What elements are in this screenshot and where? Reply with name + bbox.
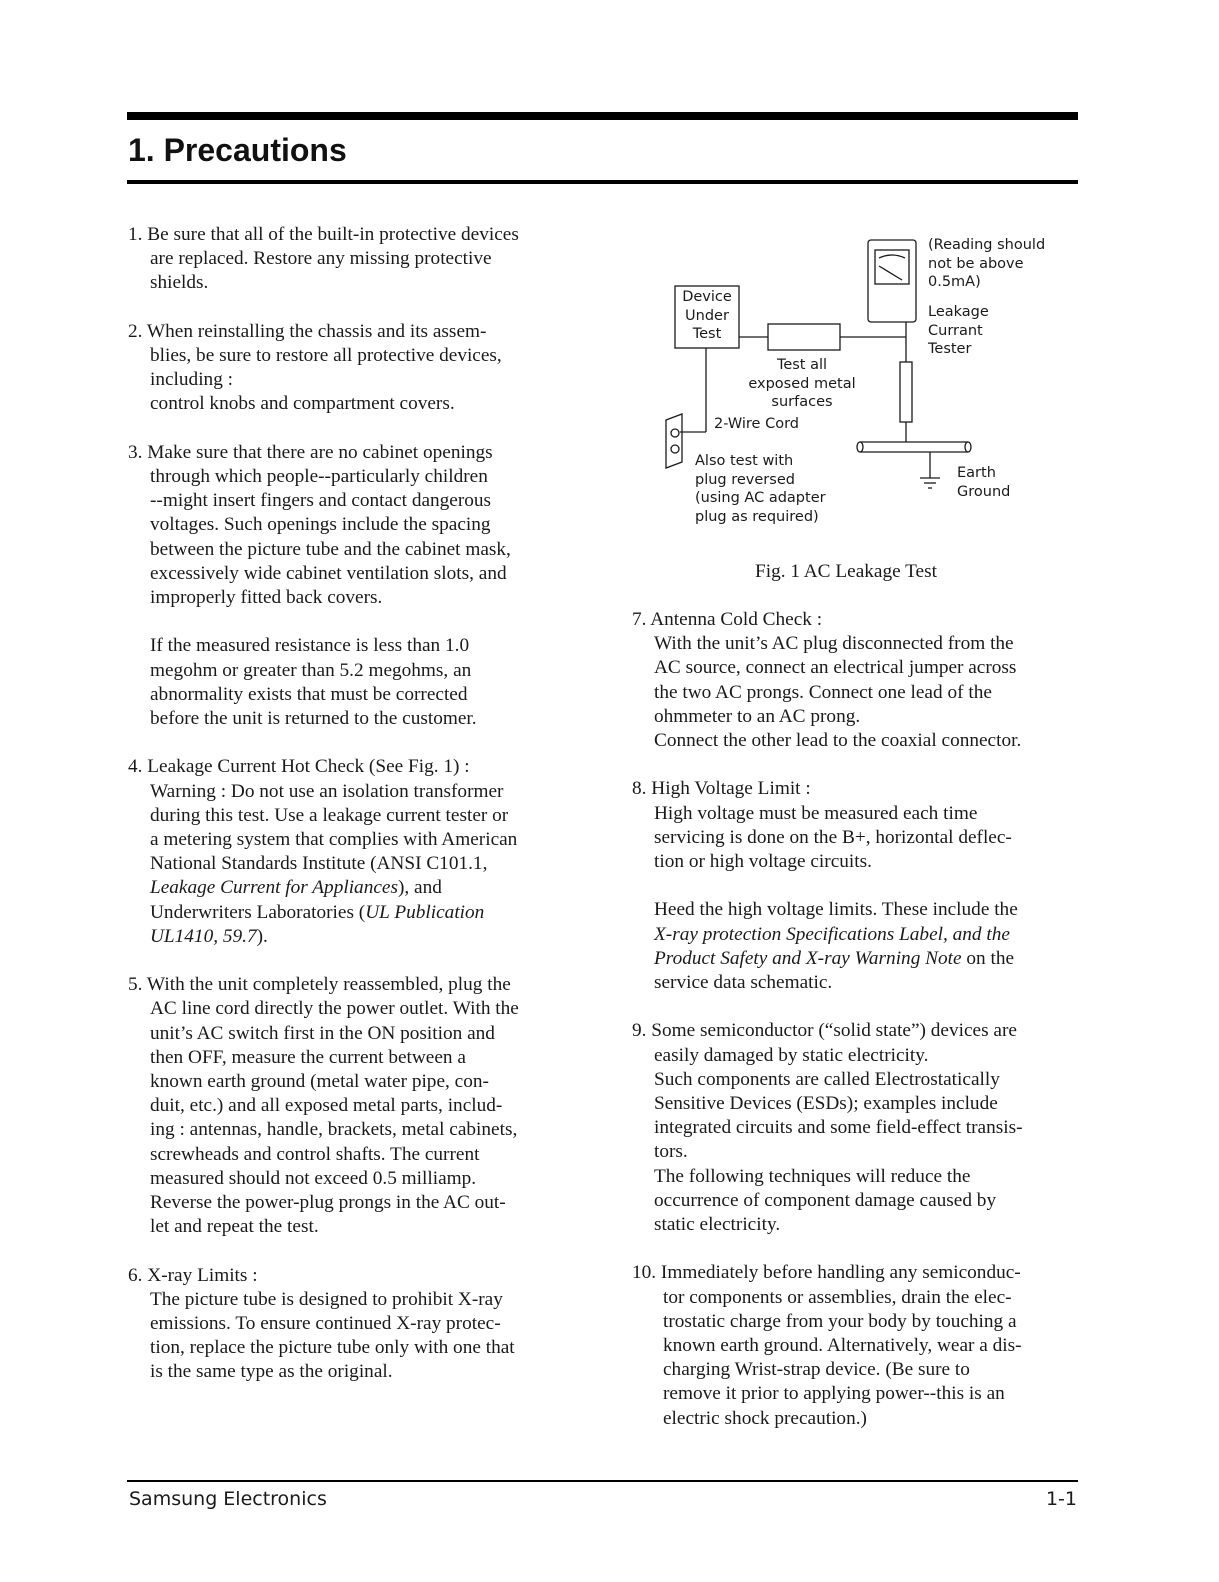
text-line: 5. With the unit completely reassembled, plug the (128, 974, 511, 996)
text-line: through which people--particularly children (150, 466, 488, 487)
outlet-socket-2 (671, 445, 679, 453)
text-line: trostatic charge from your body by touching a (663, 1310, 1017, 1332)
precaution-item-6 (128, 1264, 578, 1385)
text-line (632, 947, 1082, 971)
footer-rule (127, 1480, 1078, 1482)
label-line: Test (692, 326, 722, 342)
text-line: including : (150, 369, 234, 391)
text-line: electric shock precaution.) (663, 1407, 867, 1429)
resistance-note (128, 634, 578, 731)
probe-rect (768, 324, 840, 350)
text-line: easily damaged by static electricity. (654, 1044, 929, 1066)
text-line: ing : antennas, handle, brackets, metal cabinets, (150, 1119, 518, 1141)
label-line: not be above (928, 255, 1024, 272)
italic-title: Leakage Current for Appliances (150, 877, 398, 899)
tester-label (928, 303, 989, 359)
text-line: service data schematic. (654, 972, 833, 994)
text-line: megohm or greater than 5.2 megohms, an (150, 659, 472, 681)
precaution-item-10 (632, 1261, 1082, 1430)
text-line: tors. (654, 1141, 688, 1163)
text-line: let and repeat the test. (150, 1216, 319, 1238)
text-line: 7. Antenna Cold Check : (632, 609, 823, 630)
label-line: (using AC adapter (695, 490, 826, 506)
text-line: Warning : Do not use an isolation transformer (150, 780, 504, 802)
text-line: before the unit is returned to the customer. (150, 708, 477, 730)
pipe-end-right (965, 442, 971, 452)
text-line: charging Wrist-strap device. (Be sure to (663, 1359, 970, 1381)
wall-outlet (666, 414, 682, 468)
text-line: control knobs and compartment covers. (150, 393, 455, 415)
text-line: 4. Leakage Current Hot Check (See Fig. 1) : (128, 756, 470, 778)
text-line: Sensitive Devices (ESDs); examples include (654, 1093, 998, 1115)
text-line (128, 901, 578, 925)
label-line: plug as required) (695, 508, 819, 525)
device-label (677, 288, 737, 344)
text-line: tion or high voltage circuits. (654, 851, 872, 873)
text-line: screwheads and control shafts. The current (150, 1143, 480, 1165)
label-line: 0.5mA) (928, 274, 981, 290)
label-line: (Reading should (928, 237, 1046, 253)
text-line: 1. Be sure that all of the built-in protective devices (128, 224, 519, 245)
text-line: the two AC prongs. Connect one lead of the (654, 681, 992, 703)
tester-probe (900, 362, 912, 422)
text-line: during this test. Use a leakage current tester or (150, 804, 509, 826)
precaution-item-2 (128, 320, 578, 417)
text-line: Connect the other lead to the coaxial connector. (654, 730, 1022, 752)
text-line: known earth ground (metal water pipe, con- (150, 1071, 489, 1093)
text-line: --might insert fingers and contact dangerous (150, 490, 492, 512)
text-line: National Standards Institute (ANSI C101.1, (150, 853, 488, 875)
text-line: 3. Make sure that there are no cabinet openings (128, 441, 493, 463)
label-line: Under (685, 307, 729, 324)
label-line: exposed metal (748, 375, 856, 392)
label-line: plug reversed (695, 471, 795, 488)
label-line: Test all (776, 357, 828, 373)
meter-scale (879, 255, 905, 258)
text-line: then OFF, measure the current between a (150, 1046, 466, 1068)
text-line: is the same type as the original. (150, 1361, 393, 1383)
text-line: shields. (150, 272, 209, 294)
label-line: Earth (957, 465, 996, 481)
precaution-item-7 (632, 608, 1082, 753)
text-line: a metering system that complies with American (150, 829, 518, 851)
text-line: between the picture tube and the cabinet mask, (150, 538, 511, 560)
text-line: duit, etc.) and all exposed metal parts, includ- (150, 1095, 503, 1117)
text-line: voltages. Such openings include the spacing (150, 514, 491, 536)
text-line: Heed the high voltage limits. These include the (654, 899, 1018, 921)
footer-company: Samsung Electronics (129, 1488, 327, 1510)
text-line: static electricity. (654, 1214, 781, 1236)
text-line: known earth ground. Alternatively, wear a dis- (663, 1335, 1022, 1357)
text-fragment: Underwriters Laboratories ( (150, 901, 366, 923)
text-line: measured should not exceed 0.5 milliamp. (150, 1167, 477, 1189)
right-column (632, 608, 1082, 1455)
text-line: tion, replace the picture tube only with one that (150, 1337, 515, 1359)
meter-needle (879, 266, 902, 280)
text-line: improperly fitted back covers. (150, 587, 383, 609)
earth-ground-label (957, 464, 1010, 501)
text-line: remove it prior to applying power--this is an (663, 1383, 1005, 1405)
text-line: Reverse the power-plug prongs in the AC out- (150, 1192, 506, 1214)
label-line: Tester (928, 341, 972, 357)
test-surfaces-label (746, 356, 858, 412)
label-line: Leakage (928, 304, 989, 320)
label-line: Currant (928, 322, 983, 339)
text-line: blies, be sure to restore all protective devices, (150, 345, 502, 366)
text-line: occurrence of component damage caused by (654, 1189, 997, 1211)
italic-title: UL Publication (365, 901, 485, 923)
precaution-item-9 (632, 1019, 1082, 1237)
page-title: 1. Precautions (128, 132, 347, 168)
text-line (128, 925, 578, 949)
text-line: 10. Immediately before handling any semiconduc- (632, 1262, 1021, 1284)
plug-reversed-note (695, 452, 826, 526)
text-line: AC line cord directly the power outlet. With the (150, 998, 519, 1020)
text-line: tor components or assemblies, drain the elec- (663, 1286, 1012, 1308)
text-line: AC source, connect an electrical jumper across (654, 657, 1017, 679)
pipe-end-left (857, 442, 863, 452)
precaution-item-8 (632, 777, 1082, 874)
precaution-item-1 (128, 223, 578, 296)
precaution-item-4 (128, 755, 578, 949)
text-line: abnormality exists that must be corrected (150, 683, 468, 705)
ac-leakage-diagram (650, 230, 1070, 540)
text-line: The picture tube is designed to prohibit X-ray (150, 1288, 503, 1310)
title-rule (127, 180, 1078, 184)
text-line: With the unit’s AC plug disconnected from the (654, 633, 1014, 655)
precaution-item-3 (128, 441, 578, 610)
text-line: excessively wide cabinet ventilation slots, and (150, 562, 507, 584)
text-line: ohmmeter to an AC prong. (654, 705, 861, 727)
text-line: unit’s AC switch first in the ON position and (150, 1022, 495, 1044)
text-line: integrated circuits and some field-effect transis- (654, 1117, 1023, 1139)
left-column (128, 223, 578, 1409)
reading-note (928, 236, 1045, 292)
text-line: 6. X-ray Limits : (128, 1264, 258, 1286)
text-fragment: on the (961, 947, 1015, 969)
figure-caption: Fig. 1 AC Leakage Test (755, 561, 937, 582)
italic-title: UL1410, 59.7 (150, 925, 257, 947)
italic-title: X-ray protection Specifications Label, and the (654, 923, 1010, 945)
italic-title: Product Safety and X-ray Warning Note (654, 947, 962, 969)
outlet-socket-1 (671, 429, 679, 437)
high-voltage-note (632, 898, 1082, 995)
water-pipe (860, 442, 968, 452)
text-line: emissions. To ensure continued X-ray protec- (150, 1313, 501, 1335)
label-line: Device (682, 289, 732, 305)
label-line: Also test with (695, 453, 794, 469)
text-line: High voltage must be measured each time (654, 802, 978, 824)
text-line: 2. When reinstalling the chassis and its assem- (128, 320, 487, 342)
top-rule (127, 112, 1078, 120)
text-line (632, 923, 1082, 947)
text-line: If the measured resistance is less than 1.0 (150, 635, 470, 657)
text-fragment: ), and (397, 877, 442, 899)
text-line: are replaced. Restore any missing protective (150, 248, 492, 270)
text-line: 8. High Voltage Limit : (632, 778, 811, 800)
text-line (128, 876, 578, 900)
text-line: The following techniques will reduce the (654, 1165, 971, 1187)
page-number: 1-1 (1045, 1488, 1077, 1510)
precaution-item-5 (128, 973, 578, 1239)
label-line: Ground (957, 483, 1011, 500)
two-wire-cord-label: 2-Wire Cord (714, 416, 799, 432)
label-line: surfaces (771, 394, 833, 410)
text-line: servicing is done on the B+, horizontal deflec- (654, 826, 1012, 848)
text-line: Such components are called Electrostatically (654, 1068, 1000, 1090)
text-line: 9. Some semiconductor (“solid state”) devices are (632, 1020, 1017, 1042)
text-fragment: ). (256, 925, 268, 947)
